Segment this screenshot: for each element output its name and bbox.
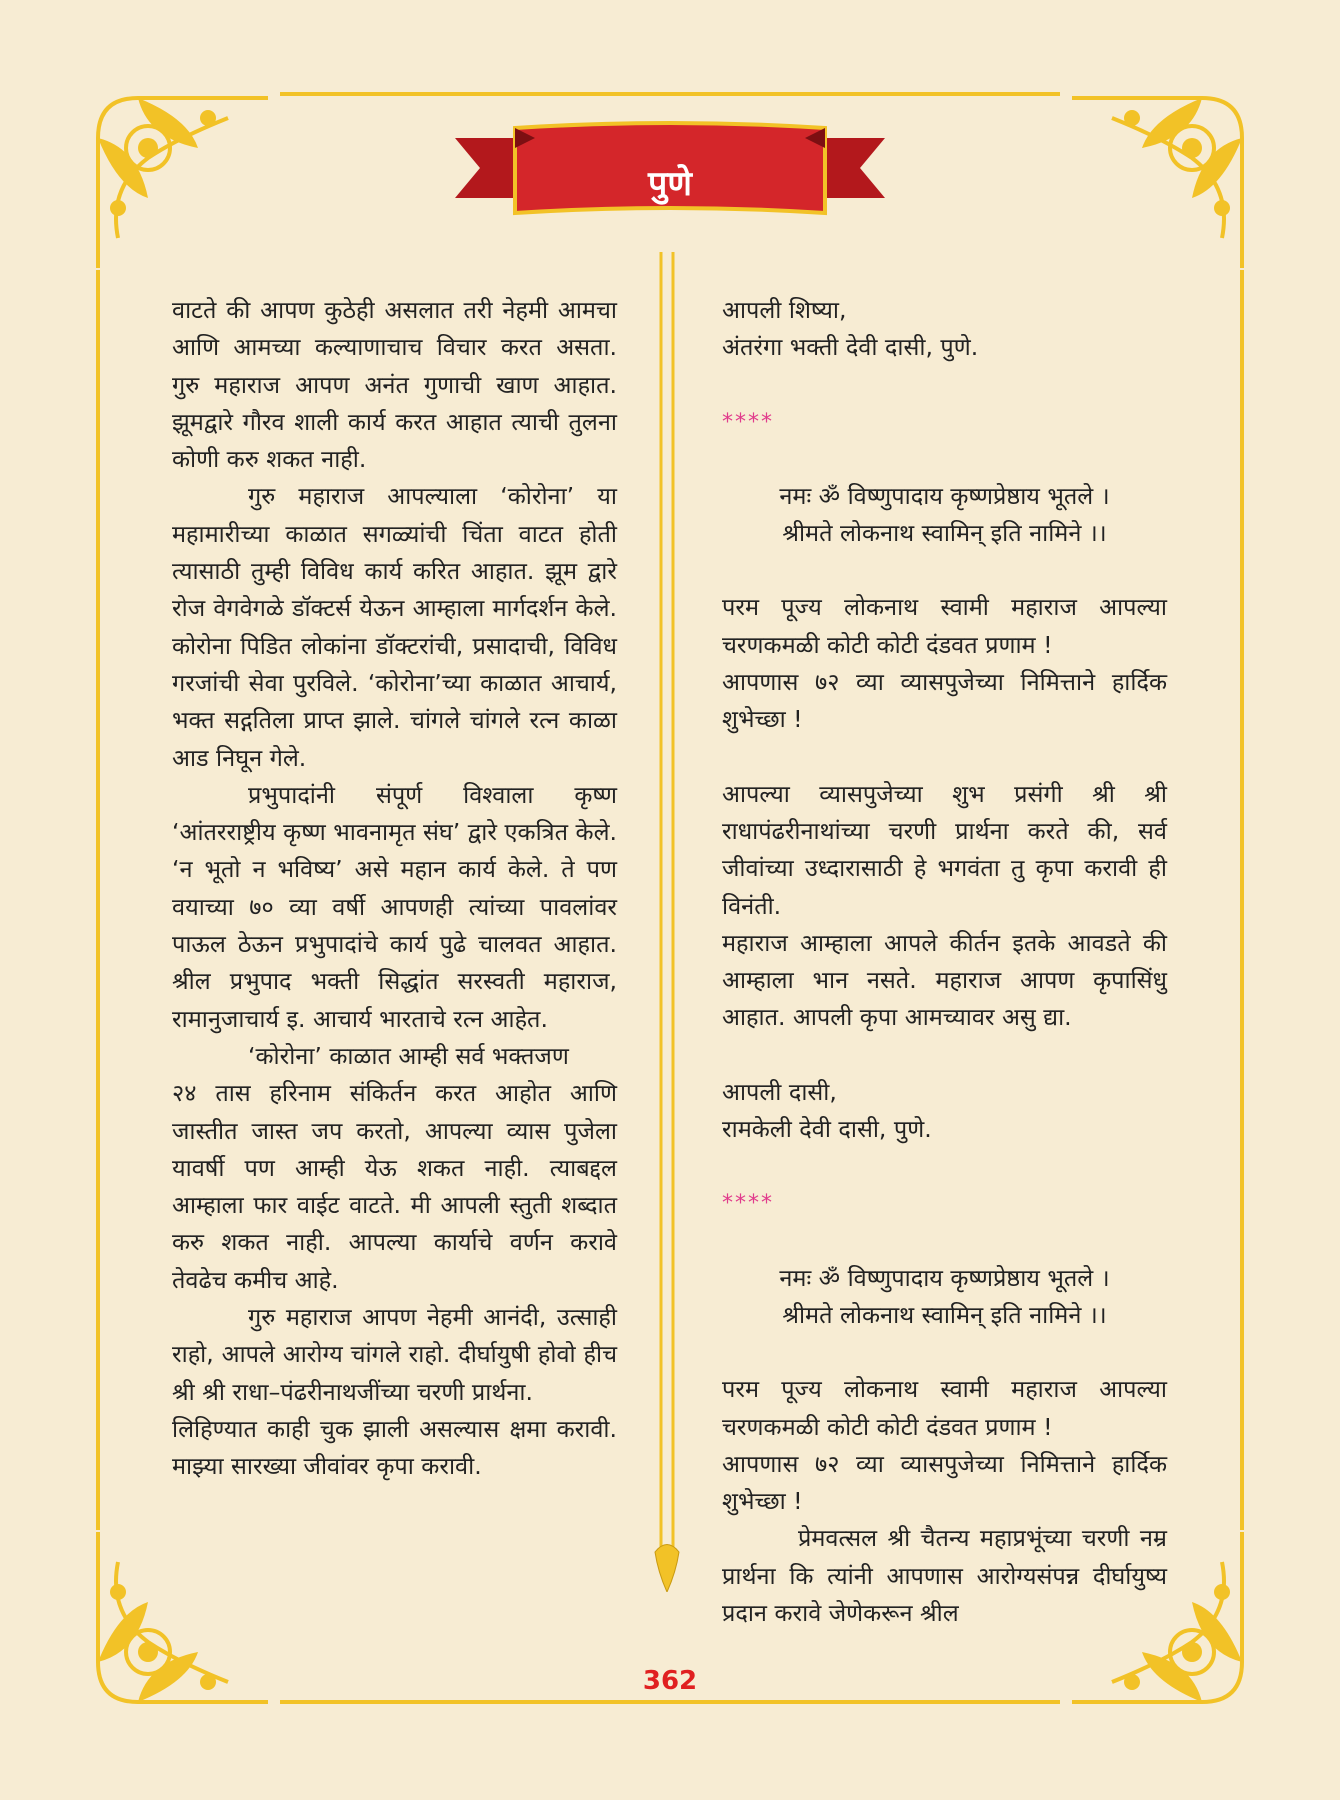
verse-line: श्रीमते लोकनाथ स्वामिन् इति नामिने ।।	[782, 1300, 1107, 1329]
signature-line: रामकेली देवी दासी, पुणे.	[722, 1115, 932, 1144]
paragraph: आपणास ७२ व्या व्यासपुजेच्या निमित्ताने हार्दिक शुभेच्छा !	[722, 1449, 1167, 1516]
paragraph: परम पूज्य लोकनाथ स्वामी महाराज आपल्या चरणकमळी कोटी कोटी दंडवत प्रणाम !	[722, 1375, 1167, 1441]
paragraph: वाटते की आपण कुठेही असलात तरी नेहमी आमचा आणि आमच्या कल्याणाचाच विचार करत असता. गुरु महाराज आपण अनंत गुणाची खाण आहात. झूमद्वारे गौरव शाली कार्य करत आहात त्याची तुलना कोणी करु शकत नाही.	[172, 296, 617, 474]
paragraph: लिहिण्यात काही चुक झाली असल्यास क्षमा करावी. माझ्या सारख्या जीवांवर कृपा करावी.	[172, 1414, 617, 1481]
signature-line: अंतरंगा भक्ती देवी दासी, पुणे.	[722, 333, 979, 362]
left-column	[172, 292, 617, 1486]
verse-line: श्रीमते लोकनाथ स्वामिन् इति नामिने ।।	[782, 519, 1107, 548]
frame-border-bottom	[280, 1700, 1060, 1704]
paragraph: प्रभुपादांनी संपूर्ण विश्वाला कृष्ण ‘आंतरराष्ट्रीय कृष्ण भावनामृत संघ’ द्वारे एकत्रित केले. ‘न भूतो न भविष्य’ असे महान कार्य केले. ते पण वयाच्या ७० व्या वर्षी आपणही त्यांच्या पावलांवर पाऊल ठेऊन प्रभुपादांचे कार्य पुढे चालवत आहात. श्रील प्रभुपाद भक्ती सिद्धांत सरस्वती महाराज, रामानुजाचार्य इ. आचार्य भारताचे रत्न आहेत.	[172, 780, 617, 1033]
signature-line: आपली दासी,	[722, 1077, 837, 1106]
separator-stars: ****	[722, 1191, 774, 1217]
separator-stars: ****	[722, 409, 774, 435]
verse-line: नमः ॐ विष्णुपादाय कृष्णप्रेष्ठाय भूतले ।	[779, 1263, 1110, 1292]
paragraph: प्रेमवत्सल श्री चैतन्य महाप्रभूंच्या चरणी नम्र प्रार्थना कि त्यांनी आपणास आरोग्यसंपन्न दीर्घायुष्य प्रदान करावे जेणेकरून श्रील	[722, 1524, 1167, 1628]
page-number: 362	[642, 1666, 698, 1696]
right-column	[722, 292, 1167, 1632]
paragraph: २४ तास हरिनाम संकिर्तन करत आहोत आणि जास्तीत जास्त जप करतो, आपल्या व्यास पुजेला यावर्षी पण आम्ही येऊ शकत नाही. त्याबद्दल आम्हाला फार वाईट वाटते. मी आपली स्तुती शब्दात करु शकत नाही. आपल्या कार्याचे वर्णन करावे तेवढेच कमीच आहे.	[172, 1079, 617, 1294]
column-divider	[652, 252, 682, 1592]
paragraph: ‘कोरोना’ काळात आम्ही सर्व भक्तजण	[248, 1041, 569, 1070]
frame-border-left	[96, 270, 100, 1530]
frame-border-top	[280, 92, 1060, 96]
paragraph: आपणास ७२ व्या व्यासपुजेच्या निमित्ताने हार्दिक शुभेच्छा !	[722, 668, 1167, 734]
paragraph: गुरु महाराज आपण नेहमी आनंदी, उत्साही राहो, आपले आरोग्य चांगले राहो. दीर्घायुषी होवो हीच श्री श्री राधा–पंढरीनाथजींच्या चरणी प्रार्थना.	[172, 1303, 617, 1406]
paragraph: गुरु महाराज आपल्याला ‘कोरोना’ या महामारीच्या काळात सगळ्यांची चिंता वाटत होती त्यासाठी तुम्ही विविध कार्य करित आहात. झूम द्वारे रोज वेगवेगळे डॉक्टर्स येऊन आम्हाला मार्गदर्शन केले. कोरोना पिडित लोकांना डॉक्टरांची, प्रसादाची, विविध गरजांची सेवा पुरविले. ‘कोरोना’च्या काळात आचार्य, भक्त सद्गतिला प्राप्त झाले. चांगले चांगले रत्न काळा आड निघून गेले.	[172, 482, 617, 772]
page-title: पुणे	[648, 164, 692, 204]
frame-border-right	[1240, 270, 1244, 1530]
paragraph: परम पूज्य लोकनाथ स्वामी महाराज आपल्या चरणकमळी कोटी कोटी दंडवत प्रणाम !	[722, 593, 1167, 659]
paragraph: आपल्या व्यासपुजेच्या शुभ प्रसंगी श्री श्री राधापंढरीनाथांच्या चरणी प्रार्थना करते की, सर्व जीवांच्या उध्दारासाठी हे भगवंता तु कृपा करावी ही विनंती.	[722, 779, 1167, 920]
paragraph: महाराज आम्हाला आपले कीर्तन इतके आवडते की आम्हाला भान नसते. महाराज आपण कृपासिंधु आहात. आपली कृपा आमच्यावर असु द्या.	[722, 928, 1167, 1032]
verse-line: नमः ॐ विष्णुपादाय कृष्णप्रेष्ठाय भूतले ।	[779, 481, 1110, 510]
signature-line: आपली शिष्या,	[722, 296, 847, 324]
